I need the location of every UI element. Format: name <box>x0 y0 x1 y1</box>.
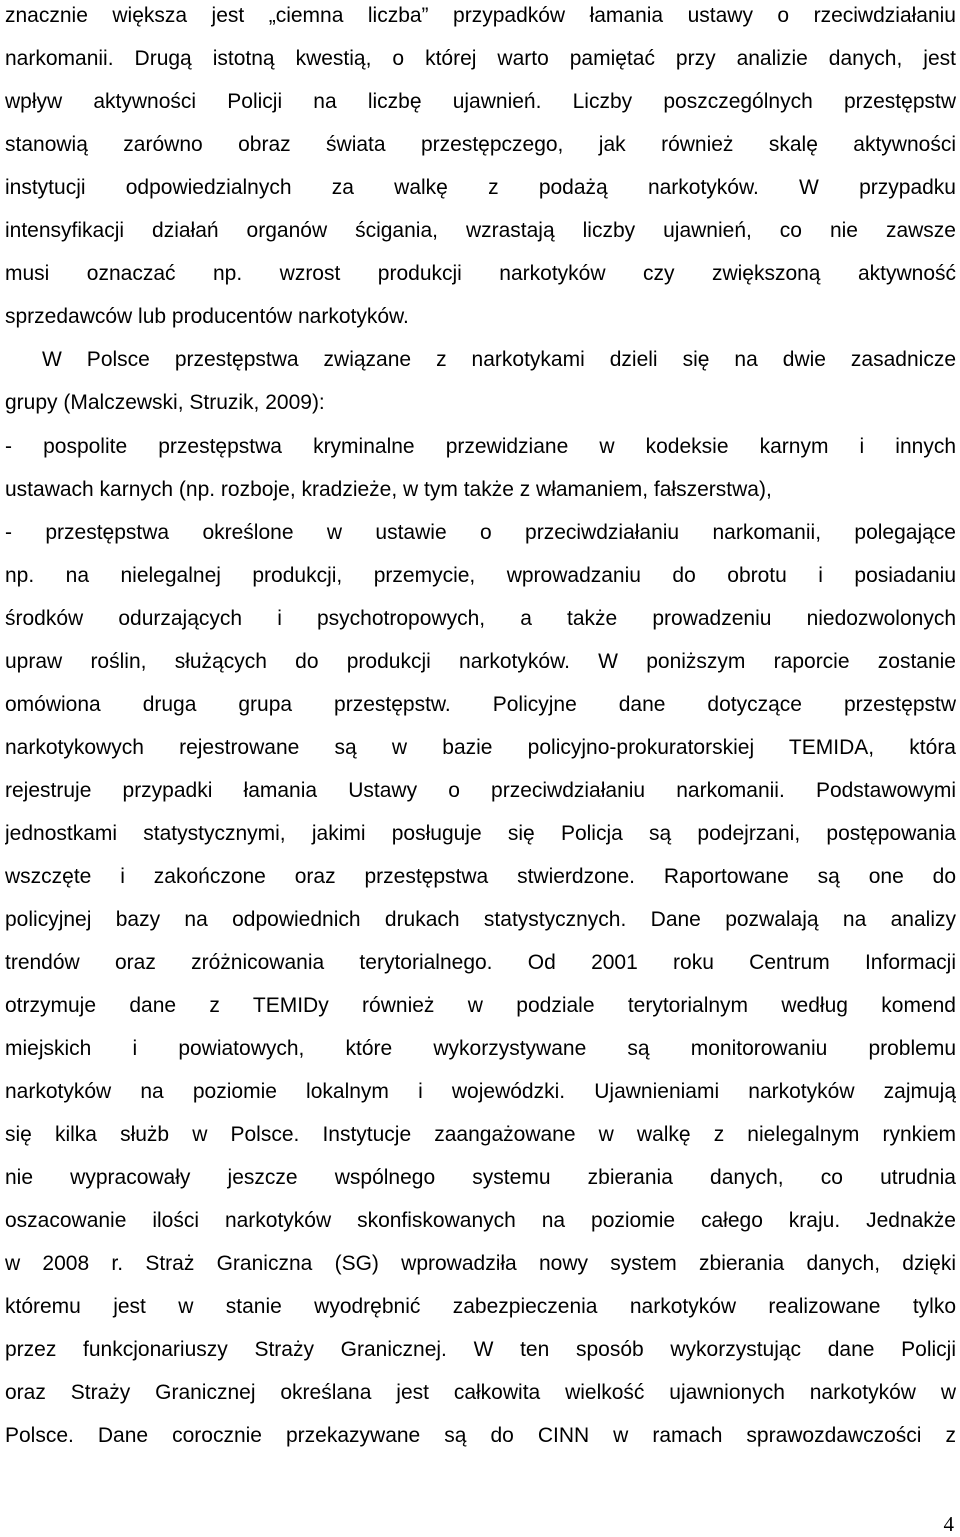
text-line: instytucji odpowiedzialnych za walkę z podażą narkotyków. W przypadku <box>5 176 956 199</box>
text-line: jednostkami statystycznymi, jakimi posługuje się Policja są podejrzani, postępowania <box>5 822 956 845</box>
text-line: w 2008 r. Straż Graniczna (SG) wprowadziła nowy system zbierania danych, dzięki <box>5 1252 956 1275</box>
text-line: musi oznaczać np. wzrost produkcji narkotyków czy zwiększoną aktywność <box>5 262 956 285</box>
text-line: otrzymuje dane z TEMIDy również w podziale terytorialnym według komend <box>5 994 956 1017</box>
text-line: wszczęte i zakończone oraz przestępstwa stwierdzone. Raportowane są one do <box>5 865 956 888</box>
text-line: wpływ aktywności Policji na liczbę ujawnień. Liczby poszczególnych przestępstw <box>5 90 956 113</box>
text-line: omówiona druga grupa przestępstw. Policyjne dane dotyczące przestępstw <box>5 693 956 716</box>
text-line: przez funkcjonariuszy Straży Granicznej. W ten sposób wykorzystując dane Policji <box>5 1338 956 1361</box>
text-line: oraz Straży Granicznej określana jest całkowita wielkość ujawnionych narkotyków w <box>5 1381 956 1404</box>
page-number: 4 <box>943 1512 954 1536</box>
text-line: nie wypracowały jeszcze wspólnego systemu zbierania danych, co utrudnia <box>5 1166 956 1189</box>
text-line: znacznie większa jest „ciemna liczba” przypadków łamania ustawy o rzeciwdziałaniu <box>5 4 956 27</box>
text-line: trendów oraz zróżnicowania terytorialnego. Od 2001 roku Centrum Informacji <box>5 951 956 974</box>
text-line: sprzedawców lub producentów narkotyków. <box>5 305 409 328</box>
text-line: się kilka służb w Polsce. Instytucje zaangażowane w walkę z nielegalnym rynkiem <box>5 1123 956 1146</box>
text-line: policyjnej bazy na odpowiednich drukach statystycznych. Dane pozwalają na analizy <box>5 908 956 931</box>
text-line: np. na nielegalnej produkcji, przemycie, wprowadzaniu do obrotu i posiadaniu <box>5 564 956 587</box>
list-item-line: - przestępstwa określone w ustawie o przeciwdziałaniu narkomanii, polegające <box>5 521 956 544</box>
paragraph-first-line: W Polsce przestępstwa związane z narkotykami dzieli się na dwie zasadnicze <box>42 348 956 371</box>
text-line: narkotyków na poziomie lokalnym i wojewódzki. Ujawnieniami narkotyków zajmują <box>5 1080 956 1103</box>
text-line: Polsce. Dane corocznie przekazywane są do CINN w ramach sprawozdawczości z <box>5 1424 956 1447</box>
text-line: narkotykowych rejestrowane są w bazie policyjno-prokuratorskiej TEMIDA, która <box>5 736 956 759</box>
text-line: miejskich i powiatowych, które wykorzystywane są monitorowaniu problemu <box>5 1037 956 1060</box>
text-line: upraw roślin, służących do produkcji narkotyków. W poniższym raporcie zostanie <box>5 650 956 673</box>
text-line: grupy (Malczewski, Struzik, 2009): <box>5 391 325 414</box>
text-line: narkomanii. Drugą istotną kwestią, o której warto pamiętać przy analizie danych, jest <box>5 47 956 70</box>
text-line: któremu jest w stanie wyodrębnić zabezpieczenia narkotyków realizowane tylko <box>5 1295 956 1318</box>
text-line: ustawach karnych (np. rozboje, kradzieże, w tym także z włamaniem, fałszerstwa), <box>5 478 772 501</box>
text-line: intensyfikacji działań organów ścigania, wzrastają liczby ujawnień, co nie zawsze <box>5 219 956 242</box>
list-item-line: - pospolite przestępstwa kryminalne przewidziane w kodeksie karnym i innych <box>5 435 956 458</box>
text-line: środków odurzających i psychotropowych, a także prowadzeniu niedozwolonych <box>5 607 956 630</box>
text-line: rejestruje przypadki łamania Ustawy o przeciwdziałaniu narkomanii. Podstawowymi <box>5 779 956 802</box>
text-line: oszacowanie ilości narkotyków skonfiskowanych na poziomie całego kraju. Jednakże <box>5 1209 956 1232</box>
text-line: stanowią zarówno obraz świata przestępczego, jak również skalę aktywności <box>5 133 956 156</box>
